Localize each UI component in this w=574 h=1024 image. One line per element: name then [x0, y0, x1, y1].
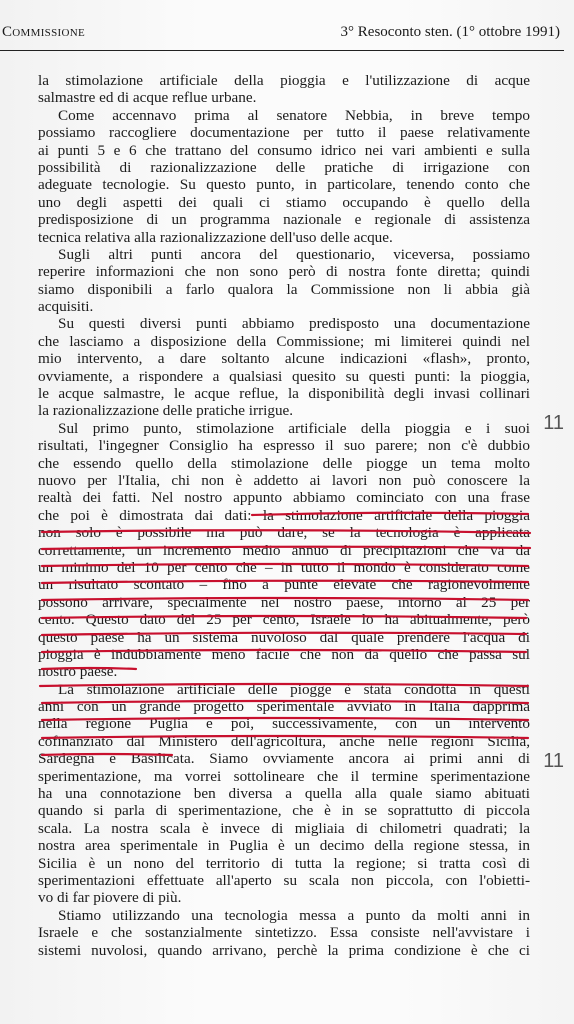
text-line: non solo è possibile ma può dare, se la tecnologia è applicata: [38, 524, 530, 542]
text-line: ovviamente, a rispondere a qualsiasi quesito su questi punti: la pioggia,: [38, 367, 530, 385]
header-rule: [0, 50, 564, 51]
text-line: cofinanziato dal Ministero dell'agricoltura, anche nelle regioni Sicilia,: [38, 732, 530, 750]
text-line: Israele e che sostanzialmente sintetizzo. Essa consiste nell'avvistare i: [38, 924, 530, 942]
text-line: possiamo raccogliere documentazione per tutto il paese relativamente: [38, 124, 530, 142]
text-line: la stimolazione artificiale della pioggia e l'utilizzazione di acque: [38, 72, 530, 89]
text-line: un risultato scontato – fino a punte elevate che ragionevolmente: [38, 576, 530, 594]
text-line: siamo disponibili a farlo qualora la Commissione non li abbia già: [38, 280, 530, 298]
text-line: questo paese ha un sistema nuvoloso dal quale prendere l'acqua di: [38, 628, 530, 646]
header-left: Commissione: [2, 24, 85, 40]
text-line: cento. Questo dato del 25 per cento, Israele lo ha abitualmente, però: [38, 611, 530, 629]
text-line: tecnica relativa alla razionalizzazione dell'uso delle acque.: [38, 228, 393, 246]
text-line: possibilità di razionalizzazione delle pratiche di irrigazione con: [38, 158, 530, 176]
text-line: correttamente, un incremento medio annuo di precipitazioni che va da: [38, 541, 530, 559]
text-line: reperire informazioni che non sono però di nostra fonte diretta; quindi: [38, 263, 530, 281]
text-line: mio intervento, a dare soltanto alcune indicazioni «flash», pronto,: [38, 350, 530, 368]
text-line: Stiamo utilizzando una tecnologia messa a punto da molti anni in: [58, 906, 530, 924]
text-line: uno degli aspetti dei quali ci stiamo occupando è quello della: [38, 193, 530, 211]
text-line: che poi è dimostrata dai dati: la stimolazione artificiale della pioggia: [38, 506, 530, 524]
text-line: risultati, l'ingegner Consiglio ha espresso il suo parere; non c'è dubbio: [38, 437, 530, 455]
text-line: sistemi nuvolosi, quando arrivano, perchè la prima condizione è che ci: [38, 941, 530, 959]
text-line: ha una connotazione ben diversa a quella alla quale siamo abituati: [38, 785, 530, 803]
text-line: Sardegna e Basilicata. Siamo ovviamente ancora ai primi anni di: [38, 750, 530, 768]
text-line: pioggia è indubbiamente meno facile che non da quello che passa sul: [38, 645, 530, 663]
text-line: quando si parla di sperimentazione, che è in se soprattutto di piccola: [38, 802, 530, 820]
text-line: nostra area sperimentale in Puglia è un decimo della regione stessa, in: [38, 837, 530, 855]
text-line: La stimolazione artificiale delle piogge è stata condotta in questi: [58, 680, 530, 698]
text-line: un minimo del 10 per cento che – in tutto il mondo è considerato come: [38, 558, 530, 576]
header-right: 3° Resoconto sten. (1° ottobre 1991): [340, 24, 560, 40]
side-page-number: 11: [543, 412, 564, 434]
side-page-number: 11: [543, 750, 564, 772]
text-line: acquisiti.: [38, 298, 94, 316]
text-line: nella regione Puglia e poi, successivamente, con un intervento: [38, 715, 530, 733]
text-line: predisposizione di un programma nazionale e regionale di assistenza: [38, 211, 530, 229]
text-line: sperimentazioni effettuate all'aperto su scala non piccola, con l'obietti-: [38, 871, 530, 889]
text-line: realtà dei fatti. Nel nostro appunto abbiamo cominciato con una frase: [38, 489, 530, 507]
body-text: [38, 72, 530, 959]
text-line: nostro paese.: [38, 663, 118, 681]
text-line: vo di far piovere di più.: [38, 889, 182, 907]
text-line: anni con un grande progetto sperimentale avviato in Italia dapprima: [38, 698, 530, 716]
text-line: Sul primo punto, stimolazione artificiale della pioggia e i suoi: [58, 419, 530, 437]
text-line: scala. La nostra scala è invece di migliaia di chilometri quadrati; la: [38, 819, 530, 837]
text-line: Su questi diversi punti abbiamo predisposto una documentazione: [58, 315, 530, 333]
text-line: possono arrivare, specialmente nel nostro paese, intorno al 25 per: [38, 593, 530, 611]
text-line: nuovo per l'Italia, chi non è addetto ai lavori non può conoscere la: [38, 471, 530, 489]
text-line: Sicilia è un nono del territorio di tutta la regione; si tratta così di: [38, 854, 530, 872]
text-line: adeguate tecnologie. Su questo punto, in particolare, tenendo conto che: [38, 176, 530, 194]
text-line: Sugli altri punti ancora del questionario, viceversa, possiamo: [58, 245, 530, 263]
text-line: che essendo quello della stimolazione delle piogge un tema molto: [38, 454, 530, 472]
text-line: salmastre ed di acque reflue urbane.: [38, 89, 257, 107]
text-line: la razionalizzazione delle pratiche irrigue.: [38, 402, 294, 420]
text-line: ai punti 5 e 6 che trattano del consumo idrico nei vari ambienti e sulla: [38, 141, 530, 159]
text-line: le acque salmastre, le acque reflue, la disponibilità degli invasi collinari: [38, 385, 530, 403]
text-line: sperimentazione, ma vorrei sottolineare che il termine sperimentazione: [38, 767, 530, 785]
text-line: che lasciamo a disposizione della Commissione; mi limiterei quindi nel: [38, 332, 530, 350]
text-line: Come accennavo prima al senatore Nebbia, in breve tempo: [58, 106, 530, 124]
